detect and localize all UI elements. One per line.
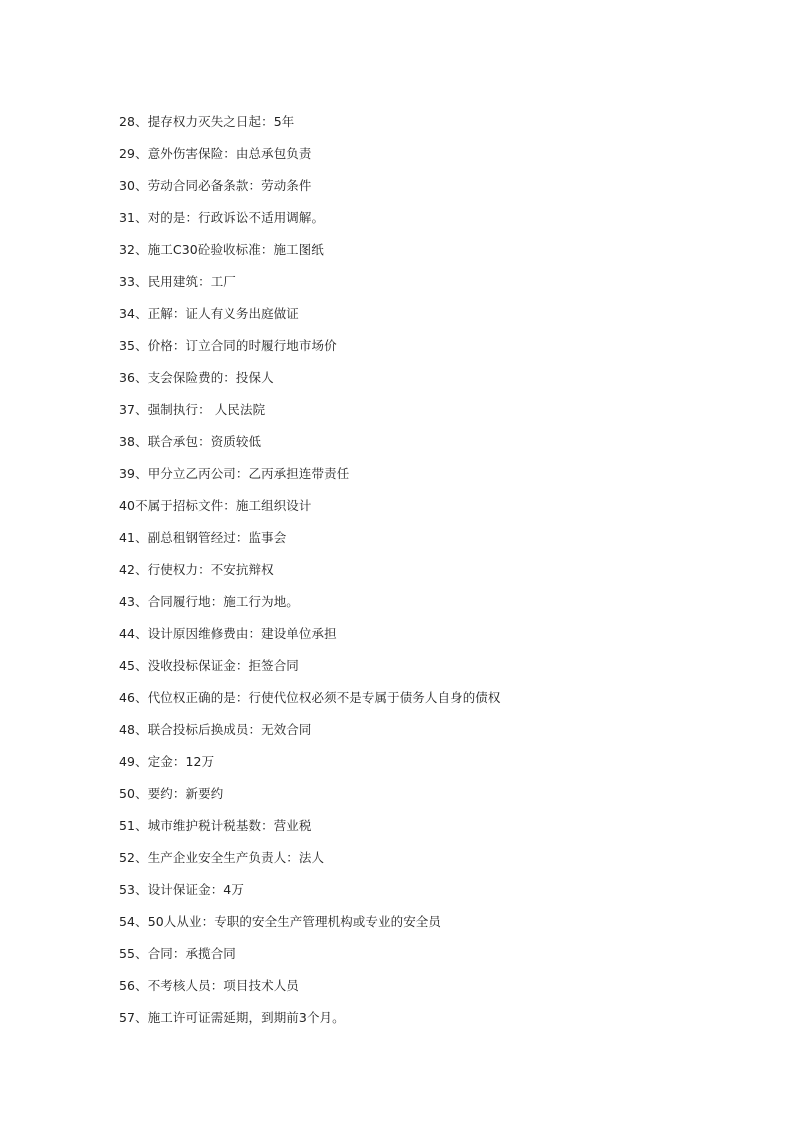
list-item: 43、合同履行地：施工行为地。 — [119, 594, 299, 609]
list-item: 33、民用建筑：工厂 — [119, 274, 236, 289]
list-item: 37、强制执行： 人民法院 — [119, 402, 266, 417]
list-item: 30、劳动合同必备条款：劳动条件 — [119, 178, 312, 193]
list-item: 40不属于招标文件：施工组织设计 — [119, 498, 312, 513]
list-item: 36、支会保险费的：投保人 — [119, 370, 274, 385]
list-item: 55、合同：承揽合同 — [119, 946, 236, 961]
list-item: 39、甲分立乙丙公司：乙丙承担连带责任 — [119, 466, 350, 481]
list-item: 41、副总租钢管经过：监事会 — [119, 530, 287, 545]
list-item: 42、行使权力：不安抗辩权 — [119, 562, 274, 577]
list-item: 49、定金：12万 — [119, 754, 215, 769]
list-item: 28、提存权力灭失之日起：5年 — [119, 114, 295, 129]
list-item: 32、施工C30砼验收标准：施工图纸 — [119, 242, 324, 257]
list-item: 56、不考核人员：项目技术人员 — [119, 978, 299, 993]
list-item: 35、价格：订立合同的时履行地市场价 — [119, 338, 337, 353]
list-item: 45、没收投标保证金：拒签合同 — [119, 658, 299, 673]
list-item: 34、正解：证人有义务出庭做证 — [119, 306, 299, 321]
list-item: 44、设计原因维修费由：建设单位承担 — [119, 626, 337, 641]
list-item: 50、要约：新要约 — [119, 786, 224, 801]
list-item: 29、意外伤害保险：由总承包负责 — [119, 146, 312, 161]
list-item: 53、设计保证金：4万 — [119, 882, 244, 897]
document-body — [119, 112, 719, 1040]
list-item: 48、联合投标后换成员：无效合同 — [119, 722, 312, 737]
list-item: 57、施工许可证需延期，到期前3个月。 — [119, 1010, 345, 1025]
list-item: 46、代位权正确的是：行使代位权必须不是专属于债务人自身的债权 — [119, 690, 501, 705]
list-item: 52、生产企业安全生产负责人：法人 — [119, 850, 325, 865]
list-item: 54、50人从业：专职的安全生产管理机构或专业的安全员 — [119, 914, 442, 929]
list-item: 31、对的是：行政诉讼不适用调解。 — [119, 210, 325, 225]
list-item: 51、城市维护税计税基数：营业税 — [119, 818, 312, 833]
list-item: 38、联合承包：资质较低 — [119, 434, 262, 449]
